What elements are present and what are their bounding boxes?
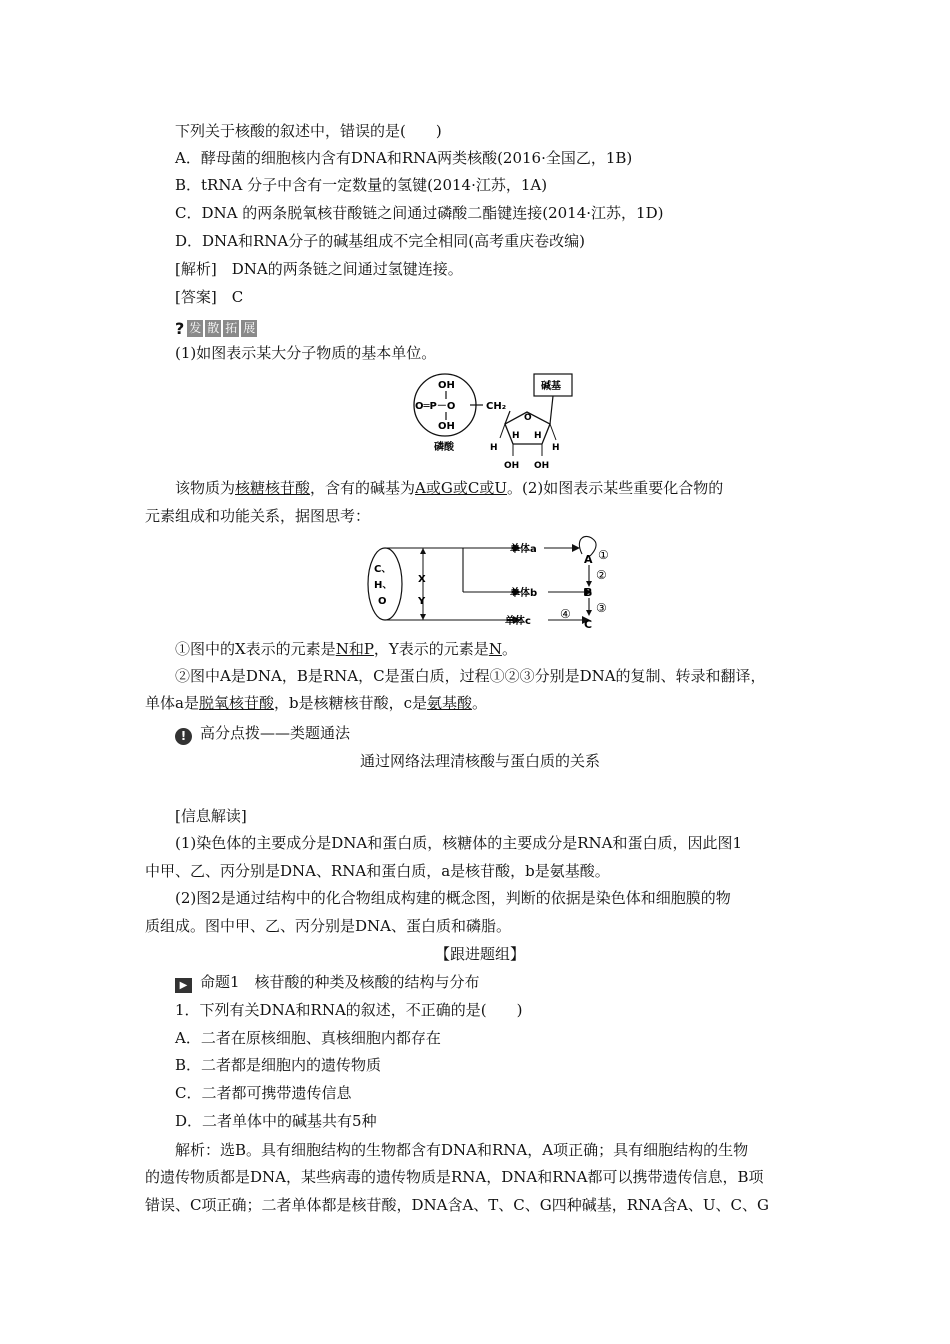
h-label-2: H: [512, 431, 520, 441]
p4-pre: ①图中的X表示的元素是: [175, 640, 336, 658]
p6-post: 。: [472, 694, 488, 712]
p2-mid: ，含有的碱基为: [310, 479, 416, 497]
h-bond-1: [500, 424, 505, 438]
base-label: 碱基: [541, 381, 561, 392]
group-question-stem: 1．下列有关DNA和RNA的叙述，不正确的是( ): [175, 1001, 523, 1019]
phosphate-label: 磷酸: [434, 442, 454, 453]
option-a: A．酵母菌的细胞核内含有DNA和RNA两类核酸(2016·全国乙，1B): [175, 149, 633, 167]
process-3-label: ③: [596, 601, 607, 615]
node-b-label: B: [584, 586, 593, 599]
x-arrow-up: [420, 548, 426, 554]
x-label: X: [418, 574, 426, 585]
p4-mid: ，Y表示的元素是: [373, 640, 489, 658]
info-line-3: (2)图2是通过结构中的化合物组成构建的概念图，判断的依据是染色体和细胞膜的物: [175, 889, 731, 907]
p6-mid: ，b是核糖核苷酸，c是: [273, 694, 427, 712]
tag-char-4: 展: [243, 320, 256, 335]
ring-o-label: O: [524, 413, 532, 423]
y-label: Y: [418, 596, 426, 607]
mono-c-label: 单体c: [505, 616, 531, 627]
expand-p2: [175, 475, 845, 501]
process-4-label: ④: [560, 607, 571, 621]
group-option-c: C．二者都可携带遗传信息: [175, 1084, 352, 1102]
node-c-label: C: [584, 618, 593, 631]
h-label-1: H: [490, 443, 498, 453]
answer-blank-y: N: [488, 640, 502, 658]
option-c: C．DNA 的两条脱氧核苷酸链之间通过磷酸二酯键连接(2014·江苏，1D): [175, 204, 664, 222]
ch2-label: CH₂: [486, 401, 507, 412]
info-head: [信息解读]: [175, 807, 247, 825]
tag-char-2: 散: [207, 320, 220, 335]
option-d: D．DNA和RNA分子的碱基组成不完全相同(高考重庆卷改编): [175, 232, 585, 250]
p6-pre: 单体a是: [145, 694, 199, 712]
expand-p3: 元素组成和功能关系，据图思考：: [145, 507, 371, 525]
solution-line-1: 解析：选B。具有细胞结构的生物都含有DNA和RNA，A项正确；具有细胞结构的生物: [175, 1141, 749, 1159]
info-line-4: 质组成。图中甲、乙、丙分别是DNA、蛋白质和磷脂。: [145, 917, 511, 935]
p4-post: 。: [501, 640, 517, 658]
expand-p5: ②图中A是DNA，B是RNA，C是蛋白质，过程①②③分别是DNA的复制、转录和翻译，: [175, 667, 766, 685]
answer-blank-mono-c: 氨基酸: [426, 694, 472, 712]
process-1-label: ①: [598, 548, 609, 562]
question-stem: 下列关于核酸的叙述中，错误的是( ): [175, 122, 442, 140]
p2-pre: 该物质为: [175, 479, 236, 497]
mono-b-label: 单体b: [510, 588, 538, 599]
mono-a-label: 单体a: [510, 544, 537, 555]
group-option-a: A．二者在原核细胞、真核细胞内都存在: [175, 1029, 441, 1047]
answer-blank-x: N和P: [335, 640, 374, 658]
elem-c-label: C、: [374, 564, 392, 575]
group-title: 【跟进题组】: [434, 945, 525, 963]
nucleotide-figure: [410, 368, 590, 474]
answer-blank-mono-a: 脱氧核苷酸: [198, 694, 274, 712]
analysis: [解析] DNA的两条链之间通过氢键连接。: [175, 260, 463, 278]
oh-label-c2: OH: [534, 461, 550, 471]
node-a-label: A: [584, 553, 593, 566]
o-eq-p-label: O═P－O: [415, 401, 456, 412]
expand-p6: [145, 690, 815, 716]
oh-label-c3: OH: [504, 461, 520, 471]
answer-blank-bases: A或G或C或U: [415, 479, 507, 497]
elem-h-label: H、: [374, 580, 393, 591]
h-bond-4: [550, 424, 556, 440]
expand-p4: [175, 636, 845, 662]
option-b: B．tRNA 分子中含有一定数量的氢键(2014·江苏，1A): [175, 176, 548, 194]
topic-heading: [175, 969, 845, 995]
y-arrow-down: [420, 614, 426, 620]
solution-line-2: 的遗传物质都是DNA，某些病毒的遗传物质是RNA，DNA和RNA都可以携带遗传信息，B项: [145, 1168, 764, 1186]
topic-title: 命题1 核苷酸的种类及核酸的结构与分布: [200, 973, 480, 991]
p2-post: 。(2)如图表示某些重要化合物的: [506, 479, 724, 497]
glycosidic-bond: [550, 396, 553, 424]
group-option-b: B．二者都是细胞内的遗传物质: [175, 1056, 382, 1074]
question-mark-icon: ?: [175, 318, 185, 338]
tip-title: 高分点拨——类题通法: [200, 724, 351, 742]
info-line-2: 中甲、乙、丙分别是DNA、RNA和蛋白质，a是核苷酸，b是氨基酸。: [145, 862, 610, 880]
expand-tag: [175, 318, 259, 338]
tag-char-1: 发: [189, 320, 202, 335]
relation-diagram: [360, 532, 630, 636]
answer-blank-nucleotide: 核糖核苷酸: [235, 479, 311, 497]
answer: [答案] C: [175, 288, 244, 306]
expand-p1: (1)如图表示某大分子物质的基本单位。: [175, 344, 437, 362]
info-line-1: (1)染色体的主要成分是DNA和蛋白质，核糖体的主要成分是RNA和蛋白质，因此图1: [175, 834, 743, 852]
group-option-d: D．二者单体中的碱基共有5种: [175, 1112, 377, 1130]
oh-bottom-label: OH: [438, 421, 455, 432]
tag-char-3: 拓: [225, 320, 238, 335]
elem-o-label: O: [378, 596, 387, 607]
arrowhead-B-C: [586, 610, 592, 616]
tip-heading: [175, 720, 845, 746]
h-label-4: H: [552, 443, 560, 453]
exclamation-icon: !: [175, 728, 192, 745]
play-icon: ▶: [175, 978, 192, 993]
oh-top-label: OH: [438, 380, 455, 391]
h-label-3: H: [534, 431, 542, 441]
tip-subtitle: 通过网络法理清核酸与蛋白质的关系: [359, 752, 600, 770]
solution-line-3: 错误、C项正确；二者单体都是核苷酸，DNA含A、T、C、G四种碱基，RNA含A、U、C、G: [145, 1196, 769, 1214]
process-2-label: ②: [596, 568, 607, 582]
